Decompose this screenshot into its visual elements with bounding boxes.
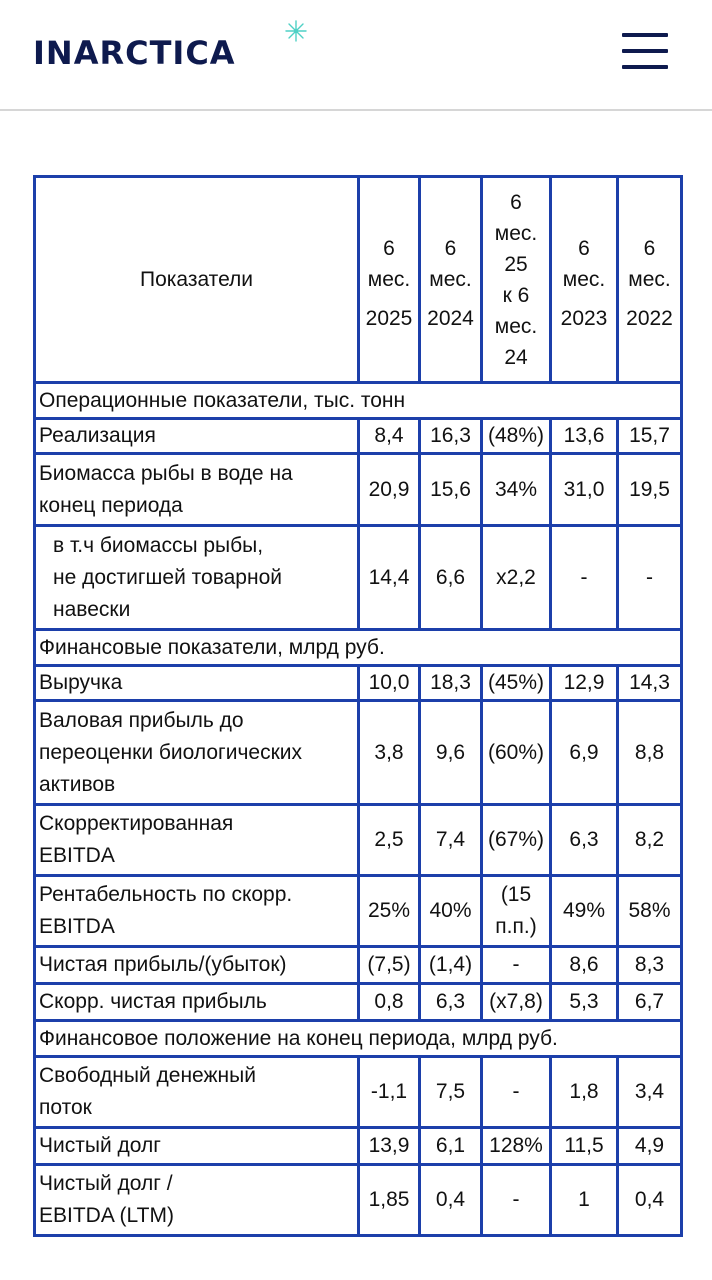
row-label: Свободный денежный поток xyxy=(35,1057,359,1128)
cell-2022: 6,7 xyxy=(618,984,682,1021)
sparkle-star-icon xyxy=(285,20,307,42)
table-header-row xyxy=(35,177,682,383)
cell-2023: 8,6 xyxy=(551,947,618,984)
row-label: Биомасса рыбы в воде на конец периода xyxy=(35,454,359,526)
cell-2024: 6,1 xyxy=(420,1128,482,1165)
cell-2025: 1,85 xyxy=(359,1165,420,1236)
cell-change: (67%) xyxy=(482,805,551,876)
cell-2024: 6,3 xyxy=(420,984,482,1021)
cell-2022: 15,7 xyxy=(618,419,682,454)
cell-2022: 0,4 xyxy=(618,1165,682,1236)
cell-2025: -1,1 xyxy=(359,1057,420,1128)
column-header-6m-2023: 6 мес. 2023 xyxy=(551,177,618,383)
menu-bar xyxy=(622,65,668,69)
table-row-revenue xyxy=(35,666,682,701)
cell-2025: 14,4 xyxy=(359,526,420,630)
cell-change: (45%) xyxy=(482,666,551,701)
cell-2023: 6,9 xyxy=(551,701,618,805)
section-row-position xyxy=(35,1021,682,1057)
cell-2024: 18,3 xyxy=(420,666,482,701)
row-label: Выручка xyxy=(35,666,359,701)
cell-change: - xyxy=(482,1165,551,1236)
cell-2022: 8,2 xyxy=(618,805,682,876)
row-label: Рентабельность по скорр. EBITDA xyxy=(35,876,359,947)
cell-2023: 49% xyxy=(551,876,618,947)
cell-2023: 6,3 xyxy=(551,805,618,876)
row-label: Чистый долг xyxy=(35,1128,359,1165)
cell-change: - xyxy=(482,1057,551,1128)
cell-change: (х7,8) xyxy=(482,984,551,1021)
row-label: Чистый долг / EBITDA (LTM) xyxy=(35,1165,359,1236)
column-header-6m-2025: 6 мес. 2025 xyxy=(359,177,420,383)
section-row-financial xyxy=(35,630,682,666)
cell-2024: 7,4 xyxy=(420,805,482,876)
menu-bar xyxy=(622,33,668,37)
cell-2024: (1,4) xyxy=(420,947,482,984)
cell-2022: 19,5 xyxy=(618,454,682,526)
cell-2022: 58% xyxy=(618,876,682,947)
cell-2025: 25% xyxy=(359,876,420,947)
cell-2023: 1 xyxy=(551,1165,618,1236)
cell-2025: 13,9 xyxy=(359,1128,420,1165)
cell-2022: 8,8 xyxy=(618,701,682,805)
row-label: в т.ч биомассы рыбы, не достигшей товарной навески xyxy=(35,526,359,630)
cell-2025: (7,5) xyxy=(359,947,420,984)
table-row-biomass xyxy=(35,454,682,526)
table-row-adj-net-profit xyxy=(35,984,682,1021)
cell-2022: - xyxy=(618,526,682,630)
section-title: Операционные показатели, тыс. тонн xyxy=(35,383,682,419)
cell-2024: 6,6 xyxy=(420,526,482,630)
table-row-biomass-sub xyxy=(35,526,682,630)
row-label: Скорректированная EBITDA xyxy=(35,805,359,876)
row-label: Чистая прибыль/(убыток) xyxy=(35,947,359,984)
table-row-net-debt xyxy=(35,1128,682,1165)
section-title: Финансовые показатели, млрд руб. xyxy=(35,630,682,666)
cell-2025: 8,4 xyxy=(359,419,420,454)
cell-2024: 0,4 xyxy=(420,1165,482,1236)
cell-2024: 16,3 xyxy=(420,419,482,454)
row-label: Скорр. чистая прибыль xyxy=(35,984,359,1021)
table-row-gross-profit xyxy=(35,701,682,805)
section-title: Финансовое положение на конец периода, млрд руб. xyxy=(35,1021,682,1057)
hamburger-menu-icon[interactable] xyxy=(622,33,670,71)
cell-change: (60%) xyxy=(482,701,551,805)
cell-2023: 13,6 xyxy=(551,419,618,454)
cell-2025: 3,8 xyxy=(359,701,420,805)
section-row-operational xyxy=(35,383,682,419)
table-row-fcf xyxy=(35,1057,682,1128)
cell-2023: 5,3 xyxy=(551,984,618,1021)
cell-change: (15 п.п.) xyxy=(482,876,551,947)
row-label: Реализация xyxy=(35,419,359,454)
cell-change: (48%) xyxy=(482,419,551,454)
cell-2023: 12,9 xyxy=(551,666,618,701)
cell-2024: 40% xyxy=(420,876,482,947)
brand-logo[interactable]: INARCTICA xyxy=(33,34,236,72)
site-header xyxy=(0,0,712,111)
cell-2024: 9,6 xyxy=(420,701,482,805)
cell-2025: 10,0 xyxy=(359,666,420,701)
financial-results-table xyxy=(33,175,683,1237)
column-header-6m-2024: 6 мес. 2024 xyxy=(420,177,482,383)
cell-change: 128% xyxy=(482,1128,551,1165)
column-header-6m-2022: 6 мес. 2022 xyxy=(618,177,682,383)
table-row-adj-ebitda xyxy=(35,805,682,876)
table-row-sales xyxy=(35,419,682,454)
table-row-net-profit xyxy=(35,947,682,984)
cell-2022: 14,3 xyxy=(618,666,682,701)
cell-2025: 20,9 xyxy=(359,454,420,526)
cell-2022: 3,4 xyxy=(618,1057,682,1128)
cell-2025: 2,5 xyxy=(359,805,420,876)
cell-change: - xyxy=(482,947,551,984)
cell-2023: 1,8 xyxy=(551,1057,618,1128)
cell-2022: 4,9 xyxy=(618,1128,682,1165)
cell-2023: 31,0 xyxy=(551,454,618,526)
cell-2023: - xyxy=(551,526,618,630)
column-header-change: 6 мес. 25 к 6 мес. 24 xyxy=(482,177,551,383)
cell-2024: 15,6 xyxy=(420,454,482,526)
menu-bar xyxy=(622,49,668,53)
cell-2022: 8,3 xyxy=(618,947,682,984)
cell-change: х2,2 xyxy=(482,526,551,630)
table-row-ebitda-margin xyxy=(35,876,682,947)
cell-2023: 11,5 xyxy=(551,1128,618,1165)
cell-2025: 0,8 xyxy=(359,984,420,1021)
table-row-net-debt-ebitda xyxy=(35,1165,682,1236)
row-label: Валовая прибыль до переоценки биологических активов xyxy=(35,701,359,805)
cell-change: 34% xyxy=(482,454,551,526)
column-header-indicators: Показатели xyxy=(35,177,359,383)
cell-2024: 7,5 xyxy=(420,1057,482,1128)
